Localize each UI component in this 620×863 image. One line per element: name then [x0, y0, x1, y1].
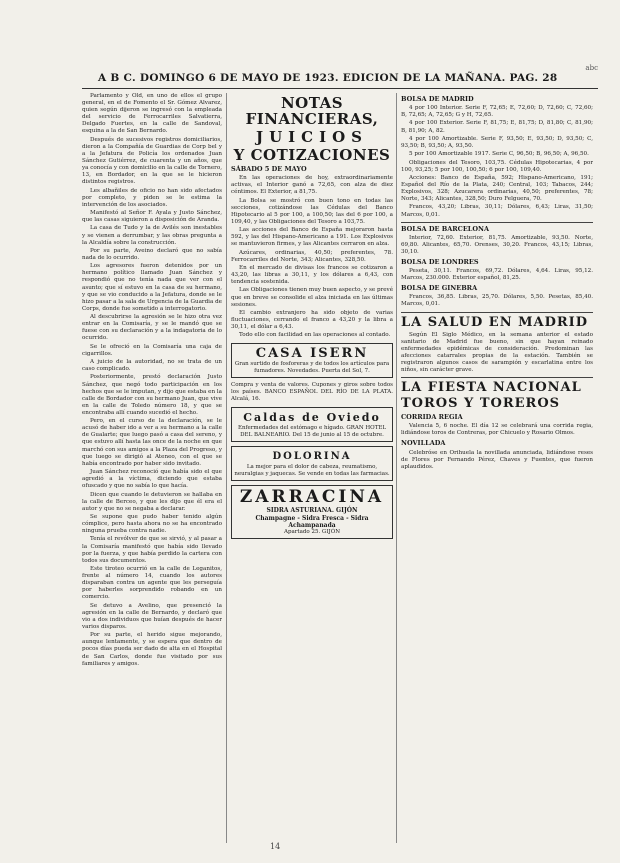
ad-dolorina	[231, 446, 393, 481]
divider	[401, 377, 593, 378]
finance-paragraph: Las acciones del Banco de España mejoraron hasta 592, y las del Hispano-Americano a 191. Los Explosivos se mantuvieron firmes, y las Alicantes cerraron en alza.	[231, 227, 393, 248]
bolsa-londres-heading: BOLSA DE LONDRES	[401, 258, 479, 266]
finance-paragraph: En las operaciones de hoy, extraordinariamente activas, el Interior ganó a 72,65, con alza de diez céntimos. El Exterior, a 81,75.	[231, 175, 393, 196]
madrid-quote: 4 por 100 Amortizable. Serie F, 93,50; E, 93,50; D, 93,50; C, 93,50; B, 93,50; A, 93,50.	[401, 135, 593, 149]
col1-paragraph: Manifestó al Señor F. Ayala y Justo Sánchez, que las casas siguieron a disposición de Aranda.	[82, 210, 222, 224]
ad-zarracina	[231, 485, 393, 538]
finance-title-1: NOTAS FINANCIERAS,	[245, 94, 379, 128]
ad-zarracina-line-2: Champagne - Sidra Fresca - Sidra Achampanada	[255, 514, 369, 529]
finance-paragraph: En el mercado de divisas los francos se cotizaron a 43,20, las libras a 30,11, y los dólares a 6,43, con tendencia sostenida.	[231, 264, 393, 286]
header-rule	[82, 88, 598, 89]
novillada-heading: NOVILLADA	[401, 439, 446, 448]
divider	[401, 222, 593, 223]
col1-paragraph: Después de sucesivos registros domiciliarios, dieron a la Compañía de Guardias de Corp bel y a la Jefatura de Policía los ordenados Juan Sánchez Gutiérrez, de cuarenta y un años, que ya conocía y con domicilio en la calle de Tornero, 13, en Bordador, en la que se le hicieron distintos registros.	[82, 136, 222, 186]
finance-paragraph: Las Obligaciones tienen muy buen aspecto, y se prevé que en breve se consolide el alza iniciada en las últimas sesiones.	[231, 287, 393, 308]
ad-dolorina-text: La mejor para el dolor de cabeza, reumatismo, neuralgias y jaquecas. Se vende en todas las farmacias.	[234, 464, 390, 478]
novillada-text: Celebróse en Orihuela la novillada anunciada, lidiándose reses de Flores por Fernando Pérez, Chaves y Fuentes, que fueron aplaudidos.	[401, 449, 593, 470]
ginebra-quote: Francos, 36,85. Libras, 25,70. Dólares, 5,50. Pesetas, 85,40. Marcos, 0,01.	[401, 294, 593, 308]
ad-caldas-title: Caldas de Oviedo	[243, 411, 381, 425]
column-1	[82, 93, 222, 843]
finance-paragraph: El cambio extranjero ha sido objeto de varias fluctuaciones, cerrando el franco a 43,20 y la libra a 30,11, el dólar a 6,43.	[231, 309, 393, 331]
col1-paragraph: Dicen que cuando le detuvieron se hallaba en la calle de Berceo, y que les dijo que él era el autor y que no se negaba a declarar.	[82, 491, 222, 512]
col1-paragraph: La casa de Tudo y la de Avilés son inestables y se vienen a derrumbar, y las obras pregunta a la Alcaldía sobre la construcción.	[82, 225, 222, 246]
bolsa-madrid-heading: BOLSA DE MADRID	[401, 95, 474, 103]
col1-paragraph: Parlamento y Old, en uno de ellos el grupo general, en el de Fomento el Sr. Gómez Alvarez, quien según dijeron se ingresó con la empleada del servicio de Ferrocarriles Salvatierra, Delgado Fuertes, en la calle de Sandoval, esquina a la de San Bernardo.	[82, 93, 222, 135]
ad-zarracina-line-3: Apartado 25. GIJÓN	[283, 528, 341, 535]
ad-caldas	[231, 407, 393, 442]
madrid-quote: 4 por 100 Exterior. Serie F, 81,75; E, 81,75; D, 81,80; C, 81,90; B, 81,90; A, 82.	[401, 120, 593, 134]
footer-mark: 14	[270, 842, 281, 851]
col1-paragraph: Se supone que pudo haber tenido algún cómplice, pero hasta ahora no se ha encontrado ninguna prueba contra nadie.	[82, 513, 222, 535]
fiesta-title-2: TOROS Y TOREROS	[401, 396, 561, 412]
finance-paragraph: Azúcares, ordinarias, 40,50; preferentes, 78. Ferrocarriles del Norte, 343; Alicantes, 328,50.	[231, 249, 393, 263]
col1-paragraph: Al descubrirse la agresión se le hizo otra vez entrar en la Comisaría, y se le mandó que se fuese con su declaración y a la indagatoria de lo ocurrido.	[82, 314, 222, 342]
madrid-quote: Acciones: Banco de España, 592; Hispano-Americano, 191; Español del Río de la Plata, 240; Central, 103; Tabacos, 244; Explosivos, 328; Azucarera ordinarias, 40,50; preferentes, 78; Norte, 343; Alicantes, 328,50; Duro Felguera, 70.	[401, 174, 593, 203]
col1-paragraph: A juicio de la autoridad, no se trata de un caso complicado.	[82, 359, 222, 373]
ad-bank-text: Compra y venta de valores. Cupones y giros sobre todos los países. BANCO ESPAÑOL DEL RÍO DE LA PLATA. Alcalá, 16.	[231, 382, 393, 403]
finance-title-2: JUICIOS	[255, 128, 369, 146]
londres-quote: Peseta, 30,11. Francos, 69,72. Dólares, 4,64. Liras, 95,12. Marcos, 230.000. Exterior español, 81,25.	[401, 268, 593, 282]
col1-paragraph: Por su parte, Aveino declaró que no sabía nada de lo ocurrido.	[82, 247, 222, 261]
finance-paragraph: La Bolsa se mostró con buen tono en todas las secciones, cotizándose las Cédulas del Banco Hipotecario al 5 por 100, a 100,50; las del 6 por 100, a 109,40, y las Obligaciones del Tesoro a 103,75.	[231, 197, 393, 225]
ad-casa-isern-text: Gran surtido de fosforeras y de todos los artículos para fumadores. Novedades. Puerta del Sol, 7.	[234, 361, 390, 375]
madrid-quote: Francos, 43,20; Libras, 30,11; Dólares, 6,43; Liras, 31,50; Marcos, 0,01.	[401, 204, 593, 218]
col1-paragraph: Este tiroteo ocurrió en la calle de Leganitos, frente al número 14, cuando los autores disparaban contra un agente que les perseguía por haberles sorprendido robando en un comercio.	[82, 566, 222, 601]
bolsa-ginebra-heading: BOLSA DE GINEBRA	[401, 284, 478, 293]
salud-text: Según El Siglo Médico, en la semana anterior el estado sanitario de Madrid fue bueno, sin que hayan reinado enfermedades epidémicas de consideración. Predominan las afecciones catarrales propias de la estación. También se registraron algunos casos de sarampión y escarlatina entre los niños, sin carácter grave.	[401, 331, 593, 374]
ad-zarracina-line-1: SIDRA ASTURIANA. GIJÓN	[266, 507, 358, 515]
ad-zarracina-title: ZARRACINA	[239, 487, 385, 508]
bolsa-barcelona-heading: BOLSA DE BARCELONA	[401, 224, 489, 233]
ad-caldas-text: Enfermedades del estómago e hígado. GRAN HOTEL DEL BALNEARIO. Del 15 de junio al 15 de octubre.	[237, 425, 387, 439]
corrida-text: Valencia 5, 6 noche. El día 12 se celebrará una corrida regia, lidiándose toros de Contreras, por Chicuelo y Rosario Olmos.	[401, 423, 593, 437]
corrida-heading: CORRIDA REGIA	[401, 413, 463, 422]
col1-paragraph: Por su parte, el herido sigue mejorando, aunque lentamente, y se espera que dentro de pocos días pueda ser dado de alta en el Hospital de San Carlos, donde fue visitado por sus familiares y amigos.	[82, 632, 222, 667]
col1-paragraph: Se le ofreció en la Comisaría una caja de cigarrillos.	[82, 343, 222, 357]
ad-casa-isern	[231, 343, 393, 378]
divider	[401, 312, 593, 313]
column-3	[396, 93, 593, 843]
col1-paragraph: Posteriormente, prestó declaración Justo Sánchez, que negó todo participación en los hechos que se le imputan, y dijo que estaba en la calle de Bordador con su hermano Juan, que vive en la calle de Toledo número 18, y que se encontraba allí cuando sucedió el hecho.	[82, 374, 222, 416]
madrid-quote: 5 por 100 Amortizable 1917. Serie C, 96,50; B, 96,50; A, 96,50.	[409, 151, 589, 158]
col1-paragraph: Se detuvo a Avelino, que presenció la agresión en la calle de Bernardo, y declaró que vio a dos individuos que huían después de hacer varios disparos.	[82, 602, 222, 630]
col1-paragraph: Los agresores fueron detenidos por un hermano político llamado Juan Sánchez y respondió que no tenía nada que ver con el asunto; que sí estuvo en la casa de su hermano, y que se vio conducido a la Jefatura, donde se le hizo pasar a la sala de Urgencia de la Guardia de Corps, donde fue sometido a interrogatorio.	[82, 263, 222, 312]
fiesta-title-1: LA FIESTA NACIONAL	[401, 380, 582, 396]
finance-title-3: Y COTIZACIONES	[233, 146, 391, 164]
madrid-quote: Obligaciones del Tesoro, 103,75. Cédulas Hipotecarias, 4 por 100, 93,25; 5 por 100, 100,50; 6 por 100, 109,40.	[401, 159, 593, 173]
corner-mark: abc	[585, 64, 598, 72]
barcelona-quote: Interior, 72,60. Exterior, 81,75. Amortizable, 93,50. Norte, 69,80. Alicantes, 65,70. Orenses, 30,20. Francos, 43,15; Libras, 30,10.	[401, 234, 593, 255]
salud-title: LA SALUD EN MADRID	[401, 314, 589, 330]
col1-paragraph: Tenía el revólver de que se sirvió, y al pasar a la Comisaría manifestó que había sido llevado por la fuerza, y que había perdido la cartera con todos sus documentos.	[82, 536, 222, 564]
ad-casa-isern-title: CASA ISERN	[255, 346, 369, 362]
col1-paragraph: Les albañiles de oficio no han sido afectados por completo, y piden se le estima la intervención de los asociados.	[82, 187, 222, 208]
ad-dolorina-title: DOLORINA	[272, 451, 352, 463]
finance-paragraph: Todo ello con facilidad en las operaciones al contado.	[239, 332, 391, 339]
madrid-quote: 4 por 100 Interior. Serie F, 72,65; E, 72,60; D, 72,60; C, 72,60; B, 72,65; A, 72,65; G y H, 72,65.	[401, 105, 593, 119]
col1-paragraph: Juan Sánchez reconoció que había sido el que agredió a la víctima, diciendo que estaba ofuscado y que no sabía lo que hacía.	[82, 469, 222, 490]
col1-paragraph: Pero, en el curso de la declaración, se le acusó de haber ido a ver a su hermano a la calle de Gualarte; que luego pasó a casa del sereno, y que estuvo allí hasta las once de la noche en que marchó con sus amigos a la Plaza del Progreso, y que luego se dirigió al Ateneo, con el que se había encontrado por haber sido invitado.	[82, 418, 222, 467]
page-header: A B C. DOMINGO 6 DE MAYO DE 1923. EDICION DE LA MAÑANA. PAG. 28	[98, 72, 558, 84]
column-2	[226, 93, 393, 843]
finance-date: SÁBADO 5 DE MAYO	[231, 165, 307, 173]
